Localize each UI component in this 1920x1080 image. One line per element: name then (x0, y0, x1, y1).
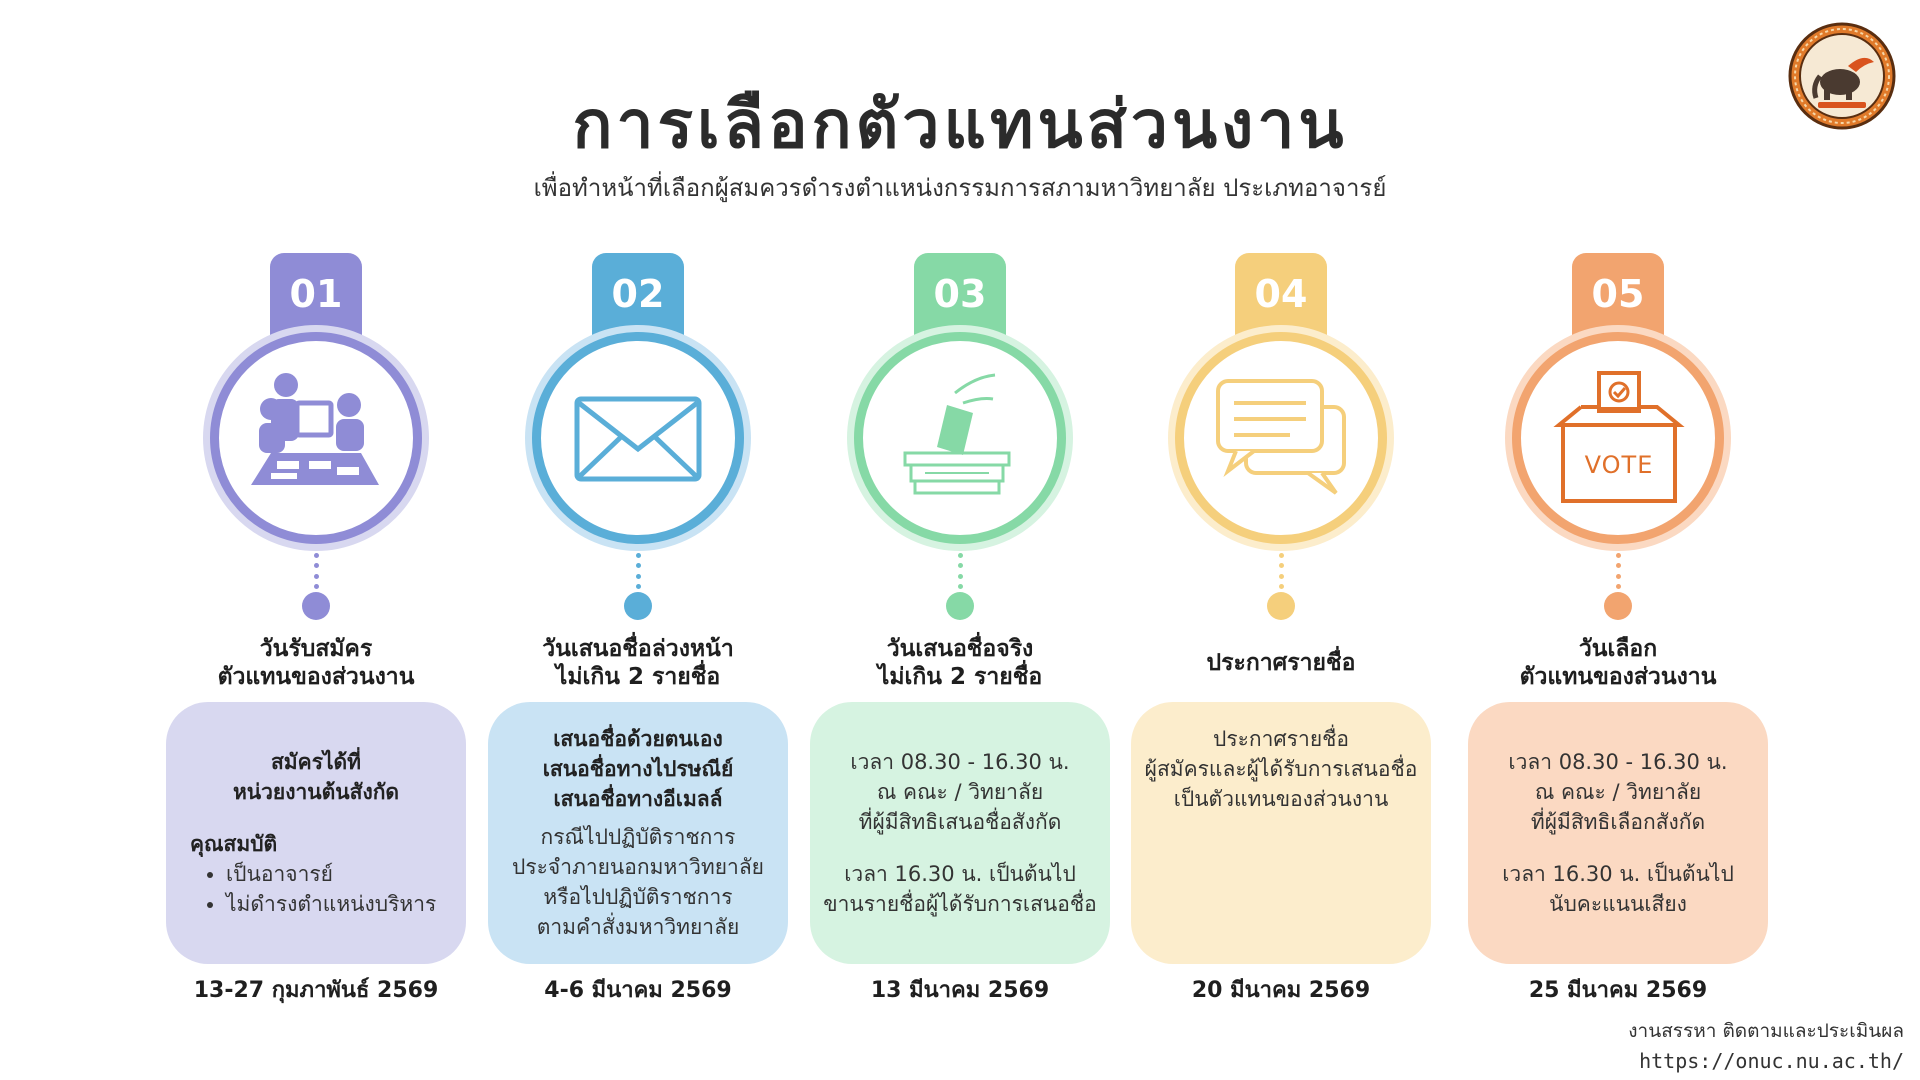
step-date: 13 มีนาคม 2569 (870, 978, 1050, 1003)
chat-bubbles-icon (1206, 363, 1356, 513)
step-number-badge: 02 (592, 253, 684, 349)
step-date: 4-6 มีนาคม 2569 (544, 978, 732, 1003)
envelope-icon (563, 363, 713, 513)
step-title: วันเสนอชื่อล่วงหน้า ไม่เกิน 2 รายชื่อ (542, 636, 734, 690)
step-dot (1604, 592, 1632, 620)
step-title: วันเสนอชื่อจริง ไม่เกิน 2 รายชื่อ (877, 636, 1043, 690)
footer-url: https://onuc.nu.ac.th/ (1639, 1049, 1904, 1073)
qualification-list (178, 859, 454, 919)
meeting-icon (241, 363, 391, 513)
step-connector (311, 553, 321, 589)
step-number-badge: 05 (1572, 253, 1664, 349)
step-icon-ring (1512, 332, 1724, 544)
step-connector (633, 553, 643, 589)
ballot-icon (885, 363, 1035, 513)
step-title: วันรับสมัคร ตัวแทนของส่วนงาน (217, 636, 415, 690)
step-date: 20 มีนาคม 2569 (1191, 978, 1371, 1003)
step-1 (166, 0, 466, 1080)
step-number-badge: 03 (914, 253, 1006, 349)
step-date: 25 มีนาคม 2569 (1528, 978, 1708, 1003)
footer-org: งานสรรหา ติดตามและประเมินผล (1628, 1020, 1904, 1042)
step-icon-ring (532, 332, 744, 544)
step-number-badge: 01 (270, 253, 362, 349)
step-4 (1131, 0, 1431, 1080)
page-subtitle: เพื่อทำหน้าที่เลือกผู้สมควรดำรงตำแหน่งกรรมการสภามหาวิทยาลัย ประเภทอาจารย์ (533, 174, 1387, 202)
step-card: สมัครได้ที่ หน่วยงานต้นสังกัด คุณสมบัติ • เป็นอาจารย์ • ไม่ดำรงตำแหน่งบริหาร (166, 702, 466, 964)
step-connector (1613, 553, 1623, 589)
step-number-badge: 04 (1235, 253, 1327, 349)
step-dot (624, 592, 652, 620)
footer (1628, 1016, 1904, 1076)
step-dot (1267, 592, 1295, 620)
page-title: การเลือกตัวแทนส่วนงาน (572, 86, 1348, 163)
step-date: 13-27 กุมภาพันธ์ 2569 (193, 978, 439, 1003)
step-card: เสนอชื่อด้วยตนเอง เสนอชื่อทางไปรษณีย์ เสนอชื่อทางอีเมลล์ กรณีไปปฏิบัติราชการ ประจำภายนอกมหาวิทยาลัย หรือไปปฏิบัติราชการ ตามคำสั่งมหาวิทยาลัย (488, 702, 788, 964)
step-title: ประกาศรายชื่อ (1206, 650, 1356, 676)
qualification-heading: คุณสมบัติ (190, 832, 278, 856)
step-connector (1276, 553, 1286, 589)
step-icon-ring (854, 332, 1066, 544)
step-dot (302, 592, 330, 620)
step-3 (810, 0, 1110, 1080)
step-dot (946, 592, 974, 620)
list-item: • เป็นอาจารย์ (226, 859, 454, 889)
step-2 (488, 0, 788, 1080)
step-card: เวลา 08.30 - 16.30 น. ณ คณะ / วิทยาลัย ที่ผู้มีสิทธิเลือกสังกัด เวลา 16.30 น. เป็นต้นไป นับคะแนนเสียง (1468, 702, 1768, 964)
step-icon-ring (210, 332, 422, 544)
step-5 (1468, 0, 1768, 1080)
step-card: ประกาศรายชื่อ ผู้สมัครและผู้ได้รับการเสนอชื่อ เป็นตัวแทนของส่วนงาน (1131, 702, 1431, 964)
step-icon-ring (1175, 332, 1387, 544)
step-connector (955, 553, 965, 589)
step-title: วันเลือก ตัวแทนของส่วนงาน (1519, 636, 1717, 690)
step-card: เวลา 08.30 - 16.30 น. ณ คณะ / วิทยาลัย ที่ผู้มีสิทธิเสนอชื่อสังกัด เวลา 16.30 น. เป็นต้นไป ขานรายชื่อผู้ได้รับการเสนอชื่อ (810, 702, 1110, 964)
vote-label: VOTE (1584, 451, 1654, 479)
vote-box-icon (1543, 363, 1693, 513)
list-item: • ไม่ดำรงตำแหน่งบริหาร (226, 889, 454, 919)
